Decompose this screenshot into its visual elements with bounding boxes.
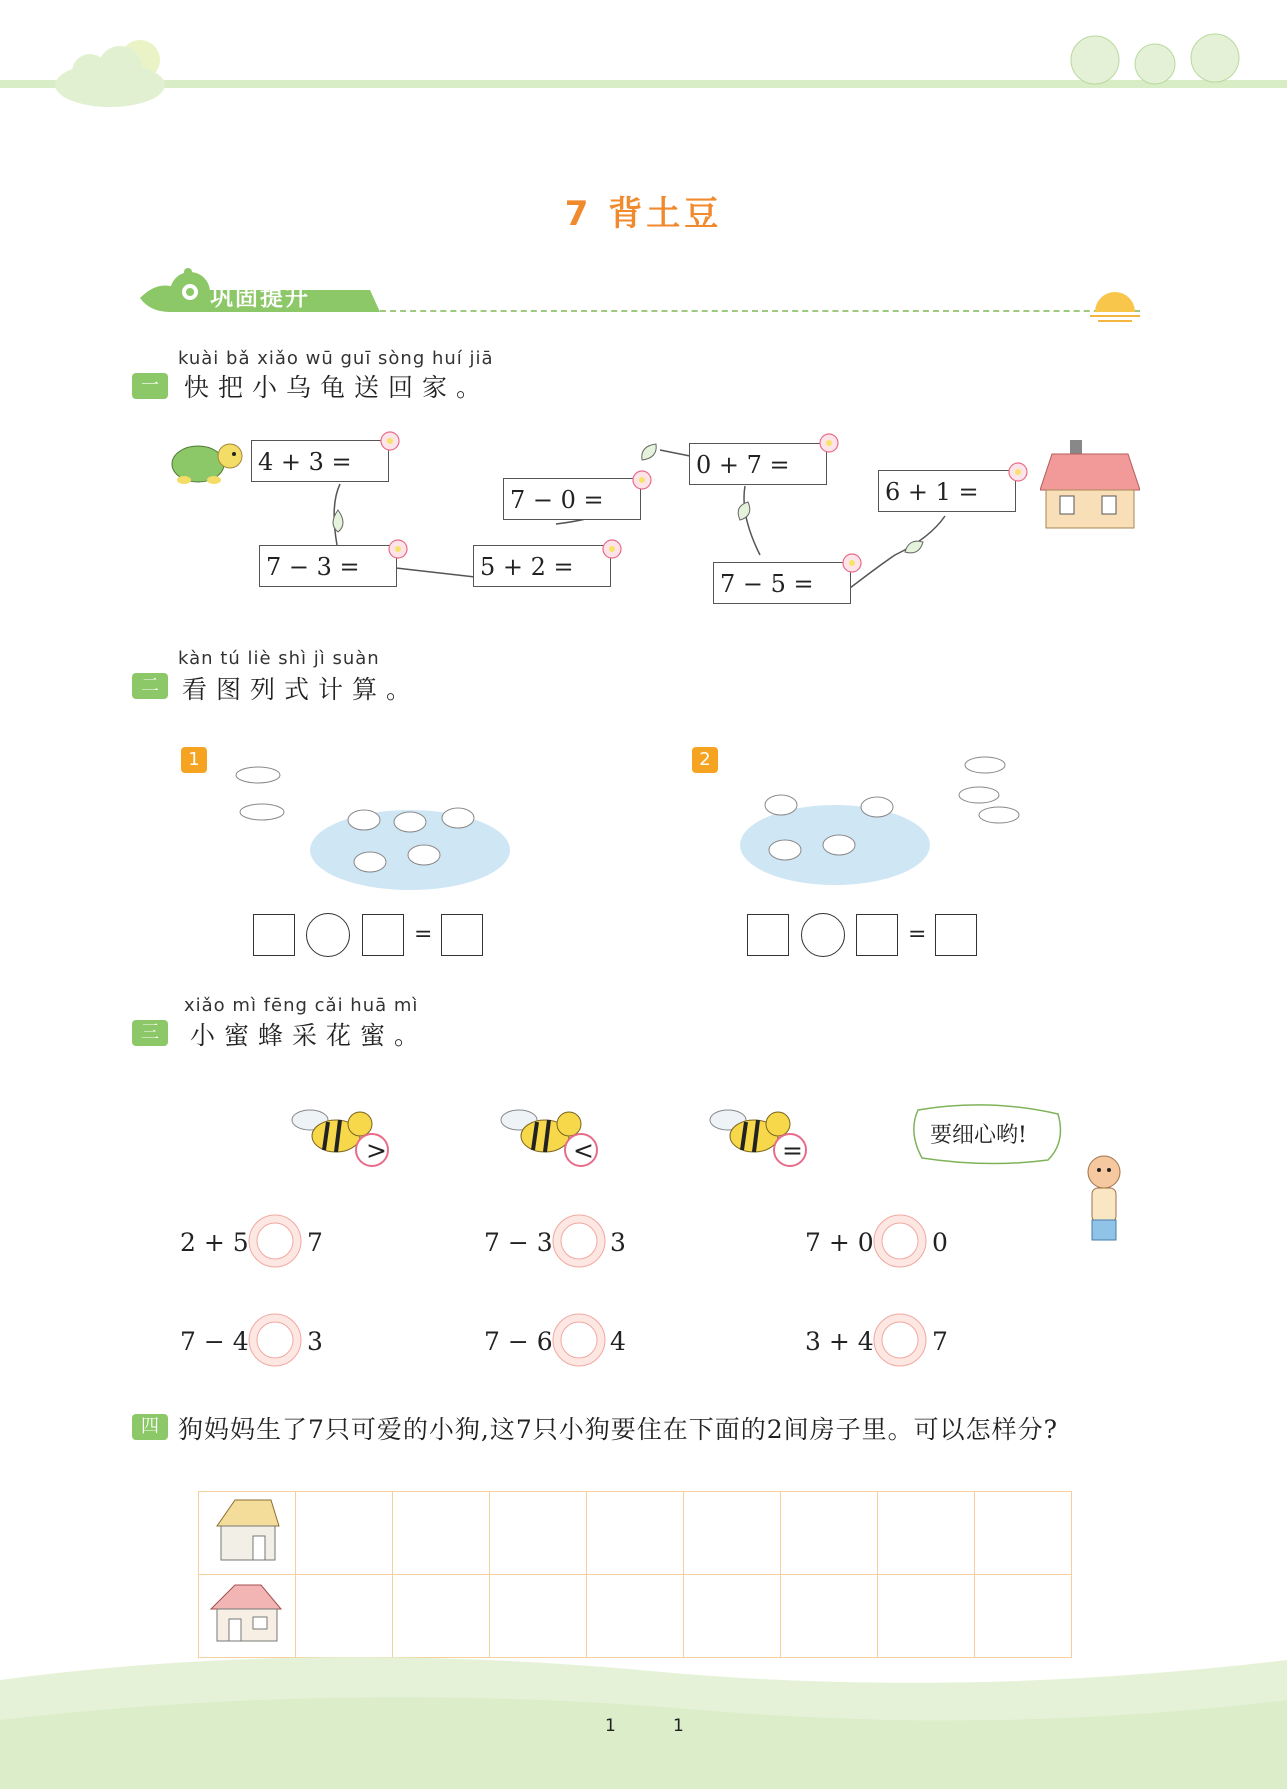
grid-cell[interactable] (393, 1492, 490, 1575)
equals-sign: = (908, 922, 927, 947)
answer-square[interactable] (747, 914, 789, 956)
sunset-icon (1090, 288, 1140, 324)
equation-box: 0 + 7 = (689, 443, 827, 485)
bee-sign-greater: > (366, 1136, 387, 1165)
comparison-right: 3 (307, 1327, 323, 1356)
flower-answer-circle[interactable] (551, 1312, 607, 1368)
swans-picture-1 (230, 750, 530, 900)
bee-equal-icon (706, 1098, 826, 1168)
flower-answer-circle[interactable] (872, 1312, 928, 1368)
q4-question-text: 狗妈妈生了7只可爱的小狗,这7只小狗要住在下面的2间房子里。可以怎样分? (178, 1415, 1059, 1444)
answer-square[interactable] (935, 914, 977, 956)
q2-item-1-number: 1 (181, 747, 207, 773)
q1-badge: 一 (132, 373, 168, 399)
comparison-left: 7 − 6 (484, 1327, 553, 1356)
straw-house-icon (199, 1492, 295, 1570)
house-icon (1040, 440, 1140, 530)
comparison-right: 0 (932, 1228, 948, 1257)
equation-box: 5 + 2 = (473, 545, 611, 587)
q3-heading: 小蜜蜂采花蜜。 (190, 1021, 429, 1050)
dog-character-icon (1072, 1150, 1132, 1250)
flower-answer-circle[interactable] (247, 1312, 303, 1368)
swans-picture-2 (735, 745, 1045, 895)
grid-cell[interactable] (490, 1492, 587, 1575)
grid-cell[interactable] (878, 1492, 975, 1575)
page-number-right: 1 (673, 1716, 684, 1736)
answer-square[interactable] (856, 914, 898, 956)
equation-box: 7 − 0 = (503, 478, 641, 520)
q2-pinyin: kàn tú liè shì jì suàn (178, 648, 380, 669)
answer-grid (198, 1491, 1072, 1658)
bee-sign-equal: = (782, 1136, 803, 1165)
q3-badge: 三 (132, 1020, 168, 1046)
q2-heading: 看图列式计算。 (182, 675, 421, 704)
grid-cell[interactable] (587, 1492, 684, 1575)
answer-square[interactable] (362, 914, 404, 956)
comparison-left: 2 + 5 (180, 1228, 249, 1257)
q3-pinyin: xiǎo mì fēng cǎi huā mì (184, 995, 419, 1016)
page-title: 7 背土豆 (564, 194, 723, 234)
answer-square[interactable] (253, 914, 295, 956)
flower-answer-circle[interactable] (872, 1213, 928, 1269)
comparison-left: 3 + 4 (805, 1327, 874, 1356)
bee-sign-less: < (573, 1136, 594, 1165)
banner-divider (380, 310, 1140, 312)
equation-box: 6 + 1 = (878, 470, 1016, 512)
equation-box: 7 − 5 = (713, 562, 851, 604)
comparison-right: 4 (610, 1327, 626, 1356)
q2-item-2-number: 2 (692, 747, 718, 773)
animal-faces-icon (1055, 20, 1255, 90)
q1-pinyin: kuài bǎ xiǎo wū guī sòng huí jiā (178, 348, 494, 369)
turtle-icon (166, 438, 250, 488)
equation-box: 7 − 3 = (259, 545, 397, 587)
q4-badge: 四 (132, 1414, 168, 1440)
comparison-right: 7 (307, 1228, 323, 1257)
grid-cell[interactable] (975, 1492, 1072, 1575)
answer-circle[interactable] (801, 913, 845, 957)
speech-text: 要细心哟! (930, 1123, 1027, 1148)
equation-box: 4 + 3 = (251, 440, 389, 482)
q2-badge: 二 (132, 673, 168, 699)
cloud-sun-icon (40, 30, 180, 110)
section-banner-label: 巩固提升 (210, 285, 310, 311)
comparison-right: 3 (610, 1228, 626, 1257)
q1-heading: 快把小乌龟送回家。 (184, 373, 491, 402)
answer-square[interactable] (441, 914, 483, 956)
answer-circle[interactable] (306, 913, 350, 957)
grid-house-cell (199, 1492, 296, 1575)
comparison-left: 7 + 0 (805, 1228, 874, 1257)
flower-answer-circle[interactable] (247, 1213, 303, 1269)
grid-cell[interactable] (781, 1492, 878, 1575)
grid-row-house-1 (199, 1492, 1072, 1575)
grid-cell[interactable] (296, 1492, 393, 1575)
page-number-left: 1 (605, 1716, 616, 1736)
comparison-left: 7 − 4 (180, 1327, 249, 1356)
bee-less-icon (497, 1098, 617, 1168)
flower-answer-circle[interactable] (551, 1213, 607, 1269)
comparison-left: 7 − 3 (484, 1228, 553, 1257)
grid-cell[interactable] (684, 1492, 781, 1575)
bee-greater-icon (288, 1098, 408, 1168)
equals-sign: = (414, 922, 433, 947)
comparison-right: 7 (932, 1327, 948, 1356)
hills-background (0, 1640, 1287, 1789)
